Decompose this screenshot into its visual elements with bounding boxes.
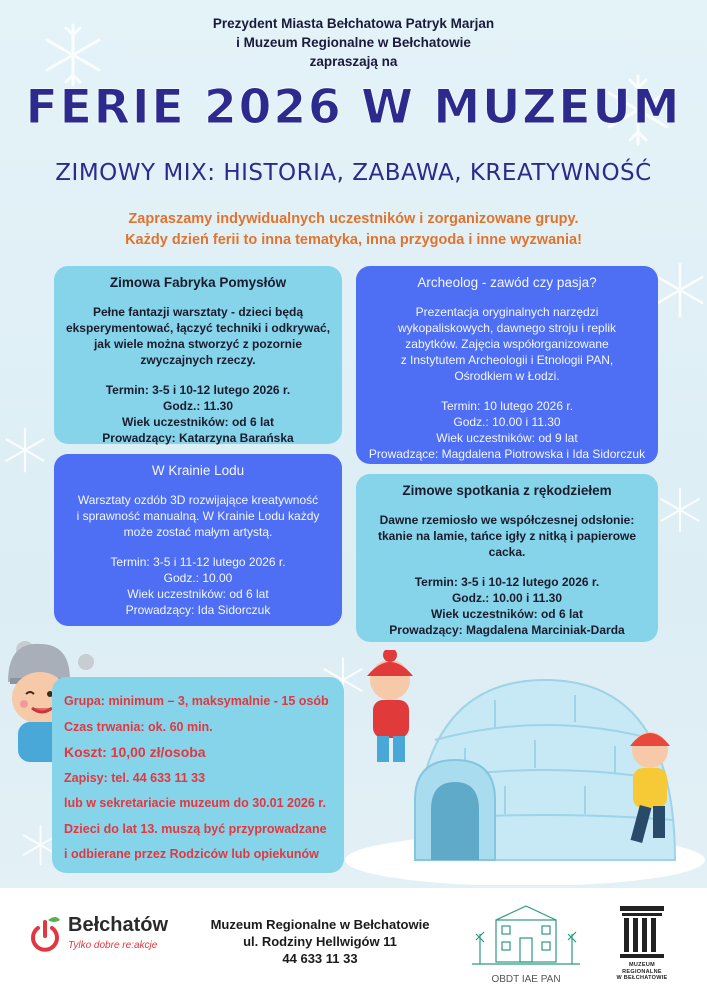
belchatow-tagline: Tylko dobre re:akcje <box>68 940 158 951</box>
info-line: Wiek uczestników: od 6 lat <box>127 587 269 601</box>
workshop-info <box>364 574 650 638</box>
page-subtitle: ZIMOWY MIX: HISTORIA, ZABAWA, KREATYWNOŚĆ <box>55 160 652 186</box>
power-icon <box>28 916 62 952</box>
header <box>0 14 707 71</box>
workshop-description <box>364 304 650 384</box>
workshop-description <box>62 492 334 540</box>
header-line-2: i Muzeum Regionalne w Bełchatowie <box>236 35 471 50</box>
desc-line: Dawne rzemiosło we współczesnej odsłonie: <box>379 513 635 527</box>
desc-line: z Instytutem Archeologii i Etnologii PAN, <box>400 353 614 367</box>
desc-line: jak wiele można stworzyć z pozornie <box>93 337 303 351</box>
info-children-note-1: Dzieci do lat 13. muszą być przyprowadzane <box>64 821 327 836</box>
desc-line: Ośrodkiem w Łodzi. <box>454 369 560 383</box>
desc-line: cacka. <box>488 545 526 559</box>
desc-line: Warsztaty ozdób 3D rozwijające kreatywność <box>77 493 319 507</box>
museum-logo-line: REGIONALNE <box>622 968 662 975</box>
workshop-card-fabryka <box>54 266 342 444</box>
info-line: Prowadzące: Magdalena Piotrowska i Ida Sidorczuk <box>368 447 646 461</box>
belchatow-name: Bełchatów <box>68 914 169 936</box>
museum-logo <box>612 900 672 986</box>
workshop-card-rekodzielo <box>356 474 658 642</box>
desc-line: wykopaliskowych, dawnego stroju i replik <box>397 321 617 335</box>
workshop-title: Zimowa Fabryka Pomysłów <box>109 275 287 290</box>
museum-logo-label <box>612 962 672 982</box>
info-line: Termin: 3-5 i 10-12 lutego 2026 r. <box>105 383 291 397</box>
building-icon <box>466 898 586 972</box>
info-group-size: Grupa: minimum – 3, maksymalnie - 15 osób <box>64 694 329 708</box>
desc-line: tkanie na lamie, tańce igły z nitką i papierowe <box>377 529 637 543</box>
workshop-info <box>62 382 334 446</box>
invite-line-2: Każdy dzień ferii to inna tematyka, inna przygoda i inne wyzwania! <box>125 232 582 248</box>
workshop-description <box>364 512 650 560</box>
obdt-label: OBDT IAE PAN <box>491 974 561 985</box>
desc-line: i sprawność manualną. W Krainie Lodu każdy <box>76 509 320 523</box>
workshop-title: Archeolog - zawód czy pasja? <box>417 275 597 290</box>
info-signup-office: lub w sekretariacie muzeum do 30.01 2026 r. <box>64 796 326 810</box>
desc-line: zwyczajnych rzeczy. <box>140 353 256 367</box>
info-line: Godz.: 10.00 <box>163 571 233 585</box>
workshop-title: Zimowe spotkania z rękodziełem <box>402 483 612 498</box>
info-line: Wiek uczestników: od 6 lat <box>431 607 583 621</box>
header-line-3: zapraszają na <box>309 54 398 69</box>
info-line: Wiek uczestników: od 9 lat <box>436 431 578 445</box>
page-title: FERIE 2026 W MUZEUM <box>25 80 682 135</box>
header-line-1: Prezydent Miasta Bełchatowa Patryk Marjan <box>212 16 495 31</box>
invite-line-1: Zapraszamy indywidualnych uczestników i zorganizowane grupy. <box>128 211 579 227</box>
info-line: Prowadzący: Ida Sidorczuk <box>125 603 271 617</box>
belchatow-logo <box>28 910 178 970</box>
info-line: Godz.: 10.00 i 11.30 <box>451 591 563 605</box>
desc-line: Prezentacja oryginalnych narzędzi <box>415 305 599 319</box>
info-line: Termin: 10 lutego 2026 r. <box>440 399 574 413</box>
workshop-info <box>62 554 334 618</box>
obdt-logo <box>466 898 586 988</box>
info-line: Godz.: 10.00 i 11.30 <box>453 415 561 429</box>
desc-line: Pełne fantazji warsztaty - dzieci będą <box>92 305 304 319</box>
museum-logo-line: MUZEUM <box>629 962 655 968</box>
workshop-card-kraina-lodu <box>54 454 342 626</box>
info-children-note-2: i odbierane przez Rodziców lub opiekunów <box>64 847 319 861</box>
snowflake-icon <box>650 255 707 325</box>
desc-line: eksperymentować, łączyć techniki i odkrywać, <box>65 321 331 335</box>
info-signup: Zapisy: tel. 44 633 11 33 <box>64 770 206 785</box>
snowflake-icon <box>655 475 705 545</box>
igloo-illustration <box>345 650 707 885</box>
workshop-card-archeolog <box>356 266 658 464</box>
info-line: Termin: 3-5 i 10-12 lutego 2026 r. <box>414 575 600 589</box>
desc-line: może zostać małym artystą. <box>123 525 273 539</box>
workshop-title: W Krainie Lodu <box>151 463 245 478</box>
info-line: Prowadzący: Magdalena Marciniak-Darda <box>389 623 625 637</box>
workshop-description <box>62 304 334 368</box>
info-line: Termin: 3-5 i 11-12 lutego 2026 r. <box>110 555 286 569</box>
info-box <box>52 677 344 873</box>
snowflake-icon <box>0 410 50 490</box>
museum-phone: 44 633 11 33 <box>282 951 358 966</box>
museum-address <box>200 916 440 967</box>
info-line: Prowadzący: Katarzyna Barańska <box>102 431 294 445</box>
info-line: Godz.: 11.30 <box>162 399 234 413</box>
info-line: Wiek uczestników: od 6 lat <box>122 415 274 429</box>
museum-street: ul. Rodziny Hellwigów 11 <box>243 934 397 949</box>
workshop-info <box>364 398 650 462</box>
invite-text <box>0 209 707 251</box>
desc-line: zabytków. Zajęcia współorganizowane <box>405 337 609 351</box>
museum-icon <box>612 900 672 960</box>
museum-name: Muzeum Regionalne w Bełchatowie <box>210 917 430 932</box>
info-cost: Koszt: 10,00 zł/osoba <box>64 744 206 760</box>
info-duration: Czas trwania: ok. 60 min. <box>64 719 213 734</box>
footer <box>0 888 707 1000</box>
museum-logo-line: W BEŁCHATOWIE <box>616 975 668 981</box>
